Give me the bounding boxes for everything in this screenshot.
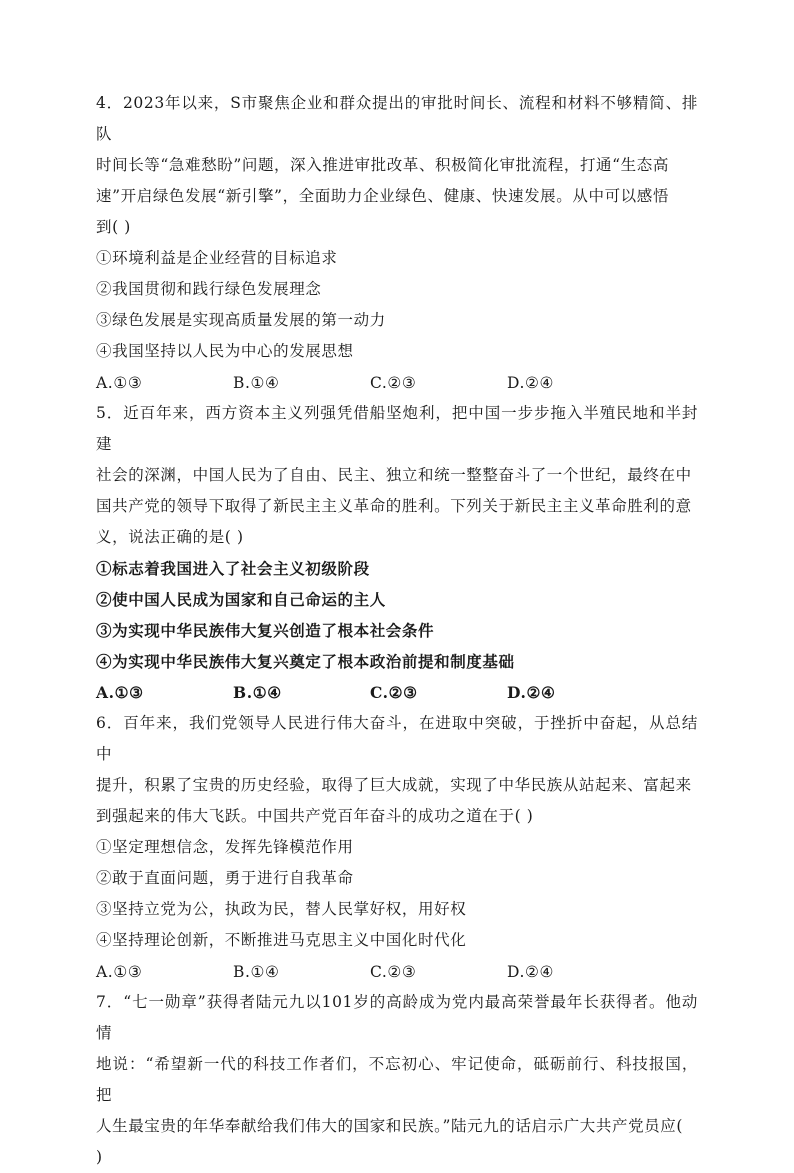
answer-choices [96,677,698,708]
question-stem-line: 速”开启绿色发展“新引擎”，全面助力企业绿色、健康、快速发展。从中可以感悟 [96,187,669,205]
statement-option: ②敢于直面问题，勇于进行自我革命 [96,869,354,887]
document-page [96,88,698,1173]
question-stem-line: 时间长等“急难愁盼”问题，深入推进审批改革、积极简化审批流程，打通“生态高 [96,156,669,174]
choice-b: B.①④ [233,373,280,392]
statement-option: ①环境利益是企业经营的目标追求 [96,249,338,267]
statement-option: ②我国贯彻和践行绿色发展理念 [96,280,322,298]
statement-option: ③为实现中华民族伟大复兴创造了根本社会条件 [96,621,435,640]
statement-option: ②使中国人民成为国家和自己命运的主人 [96,590,386,609]
choice-d: D.②④ [507,962,554,981]
question-stem-line: 社会的深渊，中国人民为了自由、民主、独立和统一整整奋斗了一个世纪，最终在中 [96,466,692,484]
statement-option: ③绿色发展是实现高质量发展的第一动力 [96,311,386,329]
question-stem-line: 人生最宝贵的年华奉献给我们伟大的国家和民族。”陆元九的话启示广大共产党员应( [96,1117,684,1135]
choice-c: C.②③ [370,962,417,981]
question-stem-line: 5．近百年来，西方资本主义列强凭借船坚炮利，把中国一步步拖入半殖民地和半封建 [96,404,698,453]
question-7 [96,987,698,1173]
choice-a: A.①③ [96,373,143,392]
statement-option: ①标志着我国进入了社会主义初级阶段 [96,559,370,578]
question-stem-line: 国共产党的领导下取得了新民主主义革命的胜利。下列关于新民主主义革命胜利的意 [96,497,692,515]
answer-choices [96,956,698,987]
question-6 [96,708,698,987]
question-stem-line: 提升，积累了宝贵的历史经验，取得了巨大成就，实现了中华民族从站起来、富起来 [96,776,692,794]
question-stem-line: 到( ) [96,218,131,236]
question-5 [96,398,698,708]
choice-c: C.②③ [370,373,417,392]
question-stem-line: ) [96,1148,103,1166]
statement-option: ④我国坚持以人民为中心的发展思想 [96,342,354,360]
question-stem-line: 6．百年来，我们党领导人民进行伟大奋斗，在进取中突破，于挫折中奋起，从总结中 [96,714,698,763]
statement-option: ③坚持立党为公，执政为民，替人民掌好权，用好权 [96,900,467,918]
question-stem-line: 到强起来的伟大飞跃。中国共产党百年奋斗的成功之道在于( ) [96,807,534,825]
statement-option: ④为实现中华民族伟大复兴奠定了根本政治前提和制度基础 [96,652,515,671]
choice-b: B.①④ [233,683,282,702]
choice-d: D.②④ [507,373,554,392]
answer-choices [96,367,698,398]
question-stem-line: 义，说法正确的是( ) [96,528,244,546]
choice-d: D.②④ [507,683,556,702]
question-4 [96,88,698,398]
choice-b: B.①④ [233,962,280,981]
question-stem-line: 7．“七一勋章”获得者陆元九以101岁的高龄成为党内最高荣誉最年长获得者。他动情 [96,993,698,1042]
question-stem-line: 地说：“希望新一代的科技工作者们，不忘初心、牢记使命，砥砺前行、科技报国，把 [96,1055,698,1104]
choice-c: C.②③ [370,683,418,702]
question-stem-line: 4．2023年以来，S市聚焦企业和群众提出的审批时间长、流程和材料不够精简、排队 [96,94,698,143]
choice-a: A.①③ [96,962,143,981]
statement-option: ①坚定理想信念，发挥先锋模范作用 [96,838,354,856]
statement-option: ④坚持理论创新，不断推进马克思主义中国化时代化 [96,931,467,949]
choice-a: A.①③ [96,683,144,702]
